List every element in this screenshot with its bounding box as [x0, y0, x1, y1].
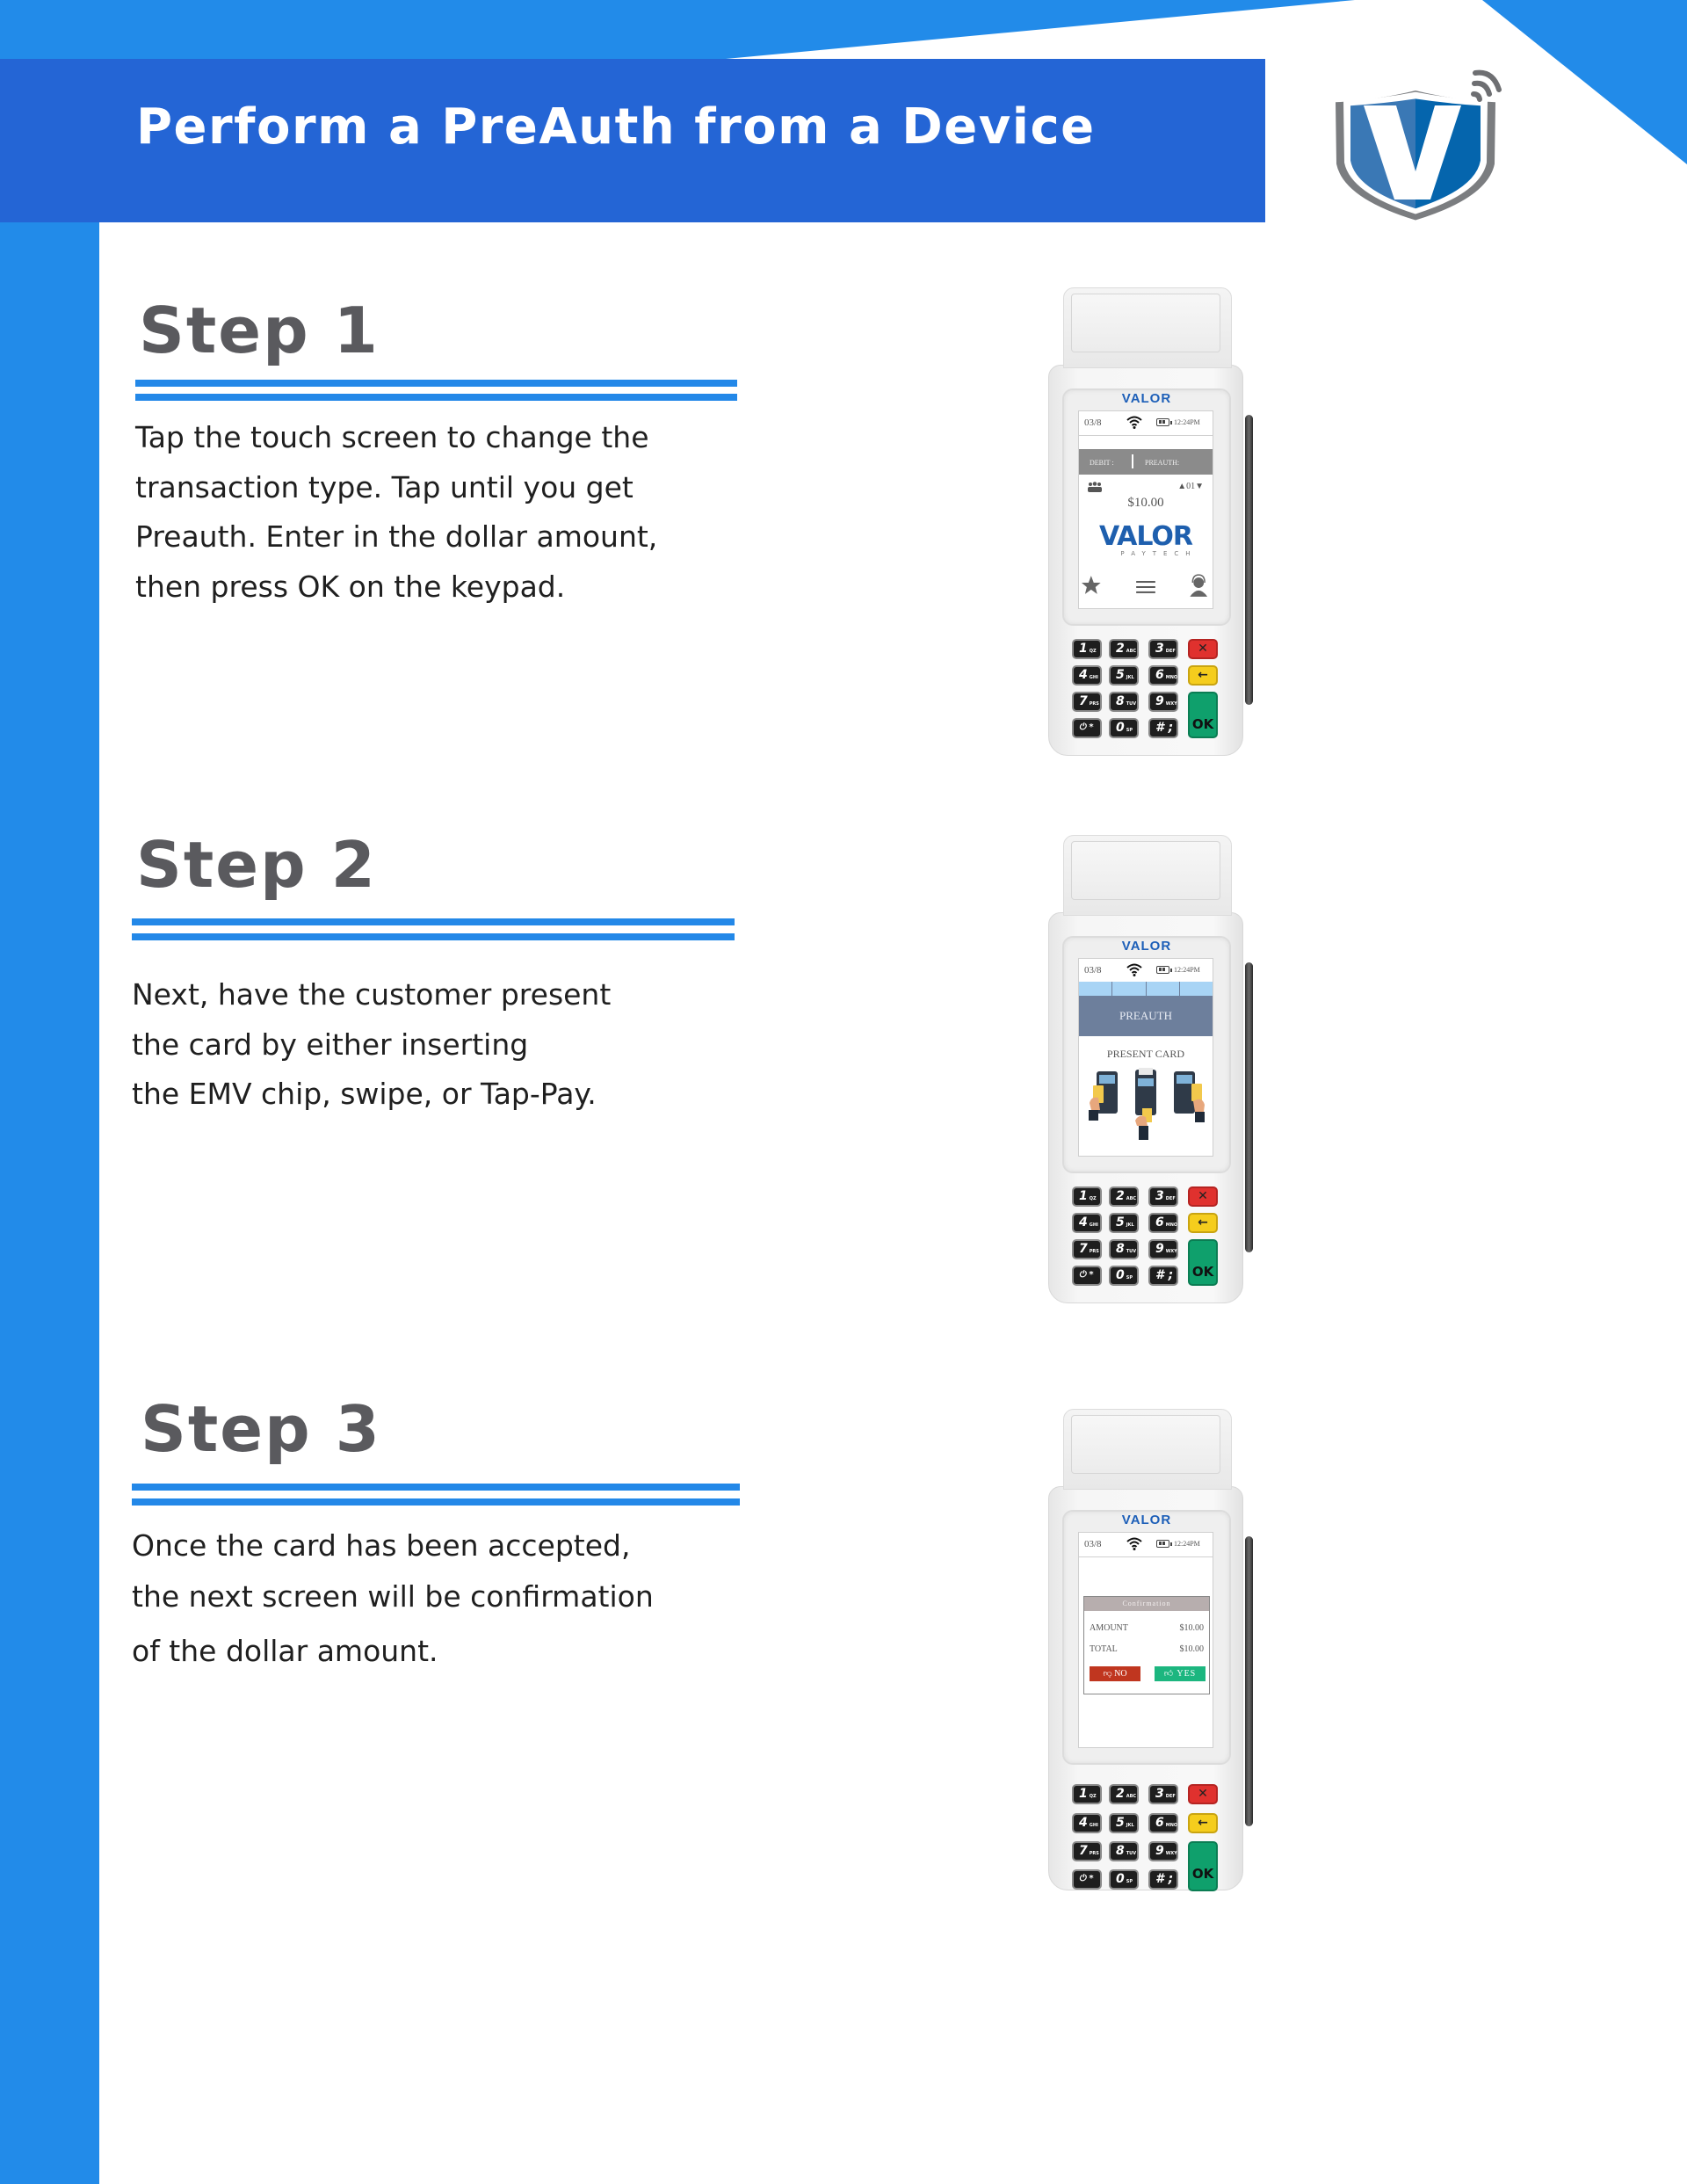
key-9[interactable]: 9 WXY — [1148, 1239, 1178, 1259]
star-icon — [1082, 576, 1101, 594]
battery-icon — [1156, 418, 1169, 426]
ok-key[interactable]: OK — [1188, 692, 1218, 738]
key-3[interactable]: 3 DEF — [1148, 1784, 1178, 1804]
card-swipe-slot — [1245, 415, 1253, 705]
key-9[interactable]: 9 WXY — [1148, 1841, 1178, 1861]
page-title: Perform a PreAuth from a Device — [136, 98, 1096, 156]
menu-icon — [1136, 581, 1155, 593]
status-time: 12:24PM — [1174, 1540, 1200, 1548]
step-2-line: the card by either inserting — [132, 1027, 529, 1062]
wifi-icon — [1126, 963, 1142, 976]
step-3-line: of the dollar amount. — [132, 1634, 438, 1668]
insert-chip-icon — [1089, 1071, 1118, 1121]
printer-cover — [1071, 294, 1220, 352]
left-accent-bar — [0, 0, 99, 2184]
terminal-brand: VALOR — [1121, 1513, 1172, 1527]
tab-divider — [1132, 454, 1133, 468]
card-swipe-slot — [1245, 962, 1253, 1252]
amount-label: AMOUNT — [1090, 1623, 1128, 1633]
status-bar — [1079, 959, 1213, 983]
terminal-brand: VALOR — [1121, 391, 1172, 406]
step-2-rule-bottom — [132, 933, 735, 940]
status-time: 12:24PM — [1174, 418, 1200, 426]
terminal-screen[interactable] — [1078, 958, 1213, 1157]
step-1-rule-bottom — [135, 394, 737, 401]
step-3-rule-bottom — [132, 1498, 740, 1506]
cancel-key[interactable]: ✕ — [1188, 639, 1218, 659]
status-date: 03/8 — [1084, 965, 1102, 976]
key-0[interactable]: 0 SP — [1109, 1266, 1139, 1286]
tab-debit[interactable]: DEBIT : — [1090, 459, 1114, 467]
key-4[interactable]: 4 GHI — [1072, 1213, 1102, 1233]
status-time: 12:24PM — [1174, 966, 1200, 974]
key-7[interactable]: 7 PRS — [1072, 1239, 1102, 1259]
card-swipe-slot — [1245, 1536, 1253, 1826]
key-3[interactable]: 3 DEF — [1148, 639, 1178, 659]
step-1-instructions — [135, 413, 657, 612]
screen-nav-bar — [1079, 572, 1213, 599]
confirmation-dialog — [1083, 1596, 1210, 1694]
key-4[interactable]: 4 GHI — [1072, 1813, 1102, 1833]
key-0[interactable]: 0 SP — [1109, 1869, 1139, 1890]
status-bar — [1079, 411, 1213, 436]
step-1-line: transaction type. Tap until you get — [135, 469, 634, 504]
payment-terminal-step-2 — [1048, 835, 1259, 1305]
valor-shield-logo-icon — [1331, 48, 1516, 233]
key-1[interactable]: 1 QZ — [1072, 639, 1102, 659]
step-1-line: then press OK on the keypad. — [135, 569, 566, 604]
payment-terminal-step-1 — [1048, 287, 1259, 758]
total-row — [1090, 1644, 1204, 1654]
amount-display: $10.00 — [1127, 496, 1164, 510]
step-1-rule-top — [135, 380, 737, 387]
cancel-key[interactable]: ✕ — [1188, 1186, 1218, 1207]
tab-preauth[interactable]: PREAUTH: — [1145, 459, 1180, 467]
receipt-printer — [1063, 835, 1232, 916]
key-9[interactable]: 9 WXY — [1148, 692, 1178, 712]
status-date: 03/8 — [1084, 1539, 1102, 1549]
key-1[interactable]: 1 QZ — [1072, 1784, 1102, 1804]
step-3-line: the next screen will be confirmation — [132, 1579, 654, 1614]
tap-pay-icon — [1174, 1071, 1205, 1122]
wifi-icon — [1126, 1537, 1142, 1550]
terminal-screen[interactable] — [1078, 1532, 1213, 1748]
clerk-counter[interactable]: ▲01▼ — [1177, 482, 1204, 491]
printer-cover — [1071, 1415, 1220, 1474]
status-bar — [1079, 1533, 1213, 1557]
step-3-instructions — [132, 1520, 654, 1678]
thumbs-up-icon: 👍︎ — [1163, 1669, 1177, 1679]
key-1[interactable]: 1 QZ — [1072, 1186, 1102, 1207]
battery-icon — [1156, 966, 1169, 974]
key-6[interactable]: 6 MNO — [1148, 1213, 1178, 1233]
key-hash[interactable]: # ; — [1148, 1266, 1178, 1286]
users-icon — [1087, 482, 1103, 492]
step-2-line: the EMV chip, swipe, or Tap-Pay. — [132, 1077, 597, 1111]
key-7[interactable]: 7 PRS — [1072, 1841, 1102, 1861]
no-button[interactable]: 👎︎ NO — [1090, 1666, 1140, 1681]
battery-icon — [1156, 1540, 1169, 1548]
key-3[interactable]: 3 DEF — [1148, 1186, 1178, 1207]
cancel-key[interactable]: ✕ — [1188, 1784, 1218, 1804]
key-8[interactable]: 8 TUV — [1109, 1841, 1139, 1861]
total-label: TOTAL — [1090, 1644, 1118, 1654]
key-5[interactable]: 5 JKL — [1109, 1813, 1139, 1833]
key-8[interactable]: 8 TUV — [1109, 692, 1139, 712]
clear-key[interactable]: ← — [1188, 1213, 1218, 1233]
transaction-title: PREAUTH — [1079, 996, 1213, 1036]
key-0[interactable]: 0 SP — [1109, 718, 1139, 738]
key-power-star[interactable]: ⏻ * — [1072, 718, 1102, 738]
card-entry-methods-illustration — [1084, 1068, 1209, 1143]
payment-terminal-step-3 — [1048, 1409, 1259, 1886]
thumbs-down-icon: 👎︎ — [1103, 1669, 1115, 1679]
key-hash[interactable]: # ; — [1148, 1869, 1178, 1890]
receipt-printer — [1063, 1409, 1232, 1490]
step-3-rule-top — [132, 1484, 740, 1491]
key-2[interactable]: 2 ABC — [1109, 639, 1139, 659]
step-2-heading: Step 2 — [136, 828, 377, 902]
present-card-prompt: PRESENT CARD — [1106, 1048, 1185, 1060]
paytech-wordmark: PAYTECH — [1120, 550, 1198, 557]
amount-value: $10.00 — [1179, 1623, 1204, 1633]
swipe-icon — [1135, 1068, 1156, 1140]
ok-key[interactable]: OK — [1188, 1239, 1218, 1286]
total-value: $10.00 — [1179, 1644, 1204, 1654]
yes-button[interactable]: 👍︎ YES — [1155, 1666, 1206, 1681]
clear-key[interactable]: ← — [1188, 1813, 1218, 1833]
wifi-icon — [1126, 416, 1142, 429]
key-power-star[interactable]: ⏻ * — [1072, 1869, 1102, 1890]
clear-key[interactable]: ← — [1188, 665, 1218, 686]
terminal-brand: VALOR — [1121, 939, 1172, 954]
receipt-printer — [1063, 287, 1232, 368]
step-2-rule-top — [132, 918, 735, 925]
support-agent-icon — [1190, 575, 1207, 597]
progress-strip — [1079, 982, 1213, 996]
step-2-instructions — [132, 970, 611, 1120]
key-power-star[interactable]: ⏻ * — [1072, 1266, 1102, 1286]
transaction-type-bar[interactable] — [1079, 449, 1213, 475]
amount-row — [1090, 1623, 1204, 1633]
step-1-heading: Step 1 — [139, 294, 380, 367]
step-1-line: Preauth. Enter in the dollar amount, — [135, 519, 658, 554]
key-8[interactable]: 8 TUV — [1109, 1239, 1139, 1259]
step-2-line: Next, have the customer present — [132, 977, 612, 1012]
key-hash[interactable]: # ; — [1148, 718, 1178, 738]
terminal-screen[interactable] — [1078, 410, 1213, 609]
valor-paytech-logo: VALOR — [1098, 521, 1193, 552]
status-date: 03/8 — [1084, 417, 1102, 428]
printer-cover — [1071, 841, 1220, 900]
key-6[interactable]: 6 MNO — [1148, 665, 1178, 686]
key-2[interactable]: 2 ABC — [1109, 1186, 1139, 1207]
step-3-heading: Step 3 — [141, 1392, 381, 1466]
key-7[interactable]: 7 PRS — [1072, 692, 1102, 712]
key-5[interactable]: 5 JKL — [1109, 665, 1139, 686]
key-5[interactable]: 5 JKL — [1109, 1213, 1139, 1233]
key-2[interactable]: 2 ABC — [1109, 1784, 1139, 1804]
step-3-line: Once the card has been accepted, — [132, 1528, 631, 1563]
step-1-line: Tap the touch screen to change the — [135, 420, 649, 454]
key-6[interactable]: 6 MNO — [1148, 1813, 1178, 1833]
dialog-title: Confirmation — [1084, 1597, 1209, 1611]
ok-key[interactable]: OK — [1188, 1841, 1218, 1891]
key-4[interactable]: 4 GHI — [1072, 665, 1102, 686]
